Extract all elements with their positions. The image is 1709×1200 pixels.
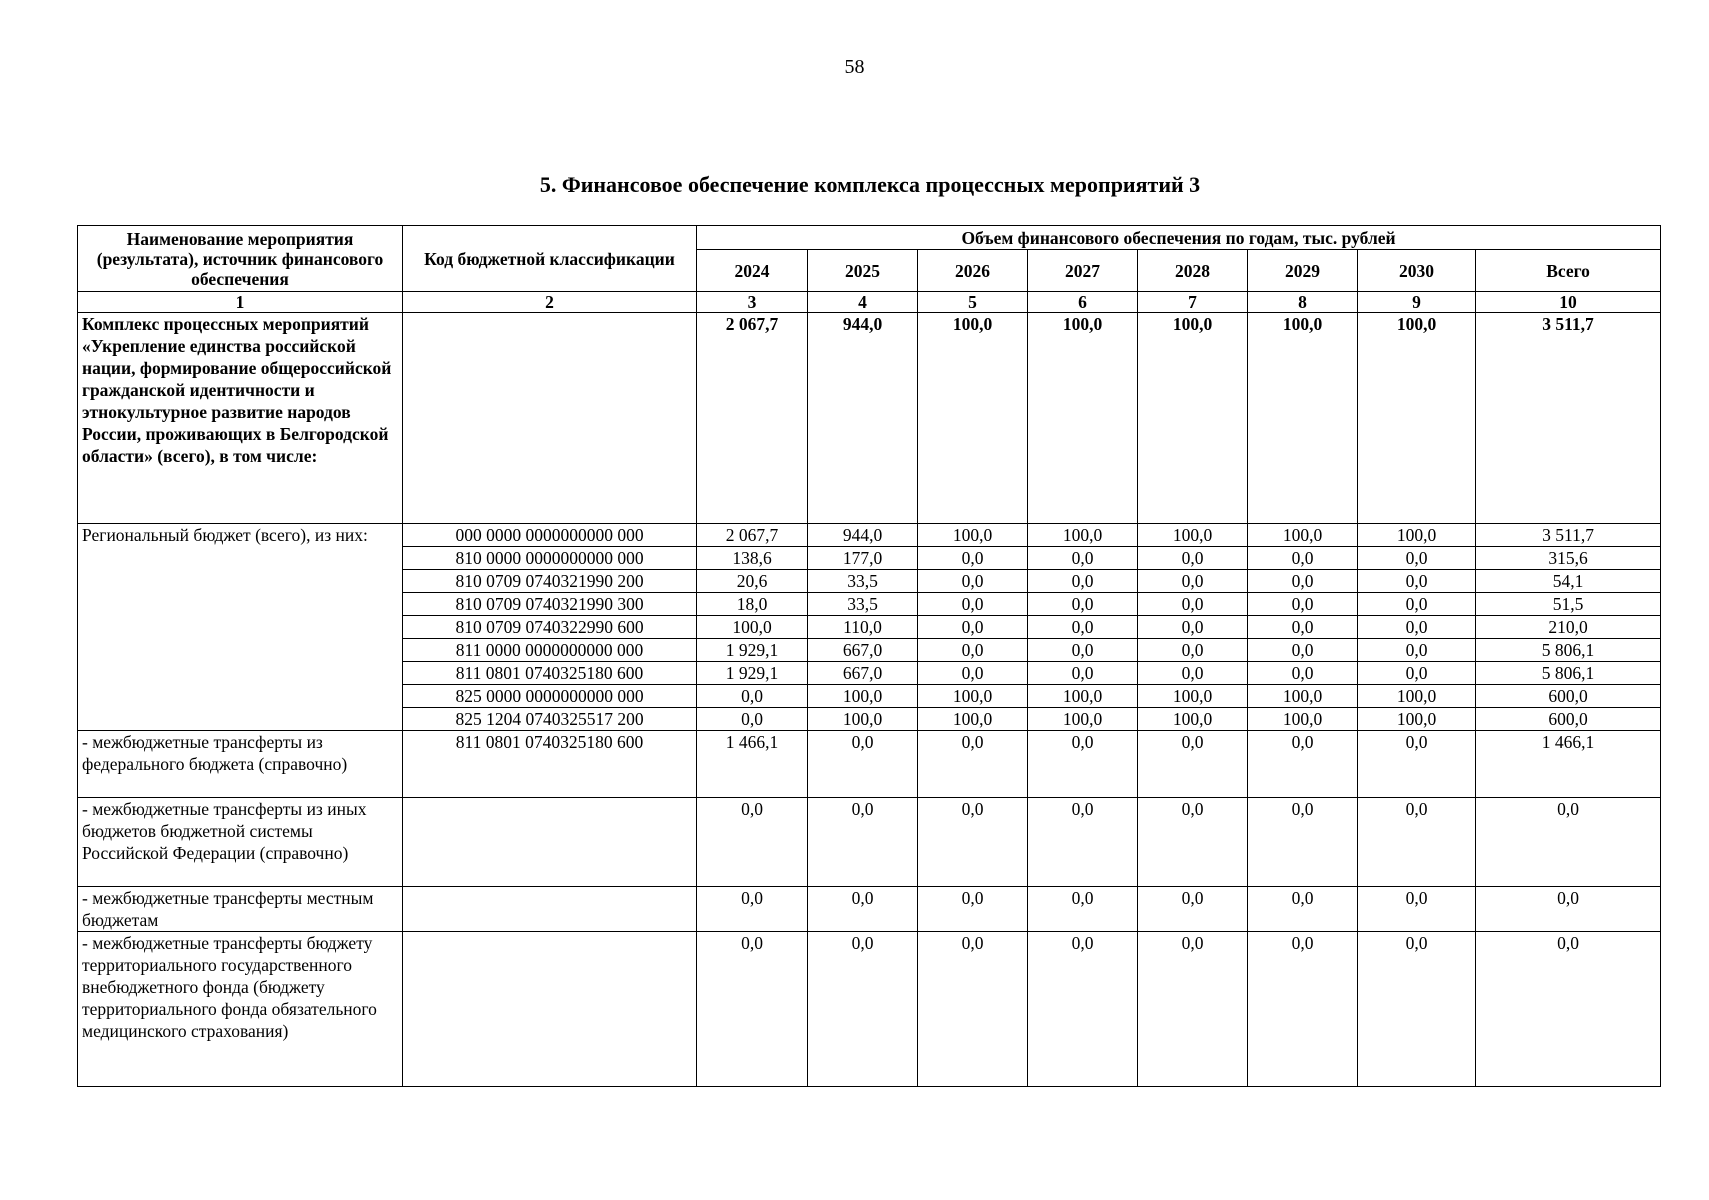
budget-code: 825 1204 0740325517 200 (403, 708, 697, 731)
value-cell: 100,0 (1138, 708, 1248, 731)
value-cell: 177,0 (808, 547, 918, 570)
value-cell: 100,0 (1358, 524, 1476, 547)
value-cell: 3 511,7 (1476, 313, 1661, 524)
column-number: 4 (808, 292, 918, 313)
value-cell: 138,6 (697, 547, 808, 570)
value-cell: 100,0 (808, 685, 918, 708)
value-cell: 100,0 (1248, 708, 1358, 731)
value-cell: 0,0 (918, 798, 1028, 887)
value-cell: 0,0 (918, 547, 1028, 570)
value-cell: 944,0 (808, 313, 918, 524)
column-number: 10 (1476, 292, 1661, 313)
budget-code: 810 0709 0740321990 200 (403, 570, 697, 593)
value-cell: 100,0 (1138, 685, 1248, 708)
budget-code: 811 0000 0000000000 000 (403, 639, 697, 662)
header-year: 2025 (808, 250, 918, 292)
other-budgets-transfers-name: - межбюджетные трансферты из иных бюджетов бюджетной системы Российской Федерации (справочно) (78, 798, 403, 887)
value-cell: 0,0 (1028, 731, 1138, 798)
value-cell: 33,5 (808, 593, 918, 616)
value-cell: 100,0 (1138, 313, 1248, 524)
header-year: 2026 (918, 250, 1028, 292)
budget-code: 825 0000 0000000000 000 (403, 685, 697, 708)
value-cell: 100,0 (918, 685, 1028, 708)
value-cell: 0,0 (1476, 798, 1661, 887)
value-cell: 0,0 (1028, 887, 1138, 932)
header-name-column: Наименование мероприятия (результата), источник финансового обеспечения (78, 226, 403, 292)
value-cell: 0,0 (918, 887, 1028, 932)
value-cell: 0,0 (1028, 932, 1138, 1087)
value-cell: 0,0 (1028, 639, 1138, 662)
value-cell: 667,0 (808, 662, 918, 685)
value-cell: 210,0 (1476, 616, 1661, 639)
column-number: 2 (403, 292, 697, 313)
value-cell: 100,0 (918, 524, 1028, 547)
value-cell: 0,0 (1358, 662, 1476, 685)
local-transfers-row (78, 887, 1661, 932)
other-budgets-transfers-row (78, 798, 1661, 887)
value-cell: 0,0 (1028, 662, 1138, 685)
value-cell: 0,0 (808, 932, 918, 1087)
header-code-column: Код бюджетной классификации (403, 226, 697, 292)
value-cell: 0,0 (1248, 731, 1358, 798)
value-cell: 5 806,1 (1476, 662, 1661, 685)
value-cell: 100,0 (918, 708, 1028, 731)
value-cell: 1 929,1 (697, 639, 808, 662)
value-cell: 100,0 (918, 313, 1028, 524)
value-cell: 100,0 (1248, 313, 1358, 524)
value-cell: 110,0 (808, 616, 918, 639)
value-cell: 0,0 (1138, 593, 1248, 616)
value-cell: 0,0 (1248, 887, 1358, 932)
value-cell: 0,0 (1138, 570, 1248, 593)
column-number-row (78, 292, 1661, 313)
value-cell: 33,5 (808, 570, 918, 593)
value-cell: 0,0 (1028, 616, 1138, 639)
value-cell: 0,0 (1028, 798, 1138, 887)
value-cell: 0,0 (1358, 798, 1476, 887)
budget-code: 810 0709 0740321990 300 (403, 593, 697, 616)
column-number: 5 (918, 292, 1028, 313)
value-cell: 0,0 (808, 887, 918, 932)
value-cell: 100,0 (1028, 524, 1138, 547)
value-cell: 5 806,1 (1476, 639, 1661, 662)
header-year: 2027 (1028, 250, 1138, 292)
value-cell: 0,0 (697, 798, 808, 887)
value-cell: 0,0 (1138, 798, 1248, 887)
fund-transfers-name: - межбюджетные трансферты бюджету территориального государственного внебюджетного фонда (бюджету территориального фонда обязательного медицинского страхования) (78, 932, 403, 1087)
value-cell: 0,0 (1248, 662, 1358, 685)
value-cell: 0,0 (918, 639, 1028, 662)
value-cell: 0,0 (918, 662, 1028, 685)
value-cell: 18,0 (697, 593, 808, 616)
value-cell: 0,0 (1138, 547, 1248, 570)
column-number: 7 (1138, 292, 1248, 313)
value-cell: 0,0 (1138, 932, 1248, 1087)
column-number: 6 (1028, 292, 1138, 313)
value-cell: 0,0 (1138, 887, 1248, 932)
budget-code (403, 798, 697, 887)
financing-table (77, 225, 1661, 1087)
value-cell: 0,0 (808, 798, 918, 887)
value-cell: 100,0 (1248, 524, 1358, 547)
header-volume-group: Объем финансового обеспечения по годам, тыс. рублей (697, 226, 1661, 250)
value-cell: 0,0 (1138, 662, 1248, 685)
value-cell: 0,0 (918, 593, 1028, 616)
value-cell: 0,0 (808, 731, 918, 798)
value-cell: 600,0 (1476, 685, 1661, 708)
federal-transfers-row (78, 731, 1661, 798)
value-cell: 0,0 (918, 570, 1028, 593)
column-number: 8 (1248, 292, 1358, 313)
value-cell: 100,0 (1028, 313, 1138, 524)
value-cell: 3 511,7 (1476, 524, 1661, 547)
value-cell: 0,0 (1358, 593, 1476, 616)
federal-transfers-name: - межбюджетные трансферты из федерального бюджета (справочно) (78, 731, 403, 798)
column-number: 9 (1358, 292, 1476, 313)
header-year: 2024 (697, 250, 808, 292)
value-cell: 600,0 (1476, 708, 1661, 731)
value-cell: 1 466,1 (697, 731, 808, 798)
value-cell: 0,0 (1476, 932, 1661, 1087)
value-cell: 0,0 (1248, 593, 1358, 616)
value-cell: 1 466,1 (1476, 731, 1661, 798)
header-total: Всего (1476, 250, 1661, 292)
value-cell: 0,0 (697, 932, 808, 1087)
value-cell: 51,5 (1476, 593, 1661, 616)
value-cell: 0,0 (918, 932, 1028, 1087)
value-cell: 667,0 (808, 639, 918, 662)
budget-code (403, 932, 697, 1087)
value-cell: 0,0 (1248, 932, 1358, 1087)
value-cell: 0,0 (1138, 731, 1248, 798)
value-cell: 0,0 (1138, 616, 1248, 639)
value-cell: 0,0 (1358, 887, 1476, 932)
budget-code: 810 0000 0000000000 000 (403, 547, 697, 570)
budget-code: 811 0801 0740325180 600 (403, 731, 697, 798)
value-cell: 0,0 (1248, 798, 1358, 887)
document-title: 5. Финансовое обеспечение комплекса процессных мероприятий 3 (539, 172, 1201, 197)
value-cell: 0,0 (918, 616, 1028, 639)
complex-code (403, 313, 697, 524)
value-cell: 0,0 (918, 731, 1028, 798)
value-cell: 100,0 (1028, 708, 1138, 731)
value-cell: 0,0 (1138, 639, 1248, 662)
header-year: 2030 (1358, 250, 1476, 292)
complex-name: Комплекс процессных мероприятий «Укрепление единства российской нации, формирование общероссийской гражданской идентичности и этнокультурное развитие народов России, проживающих в Белгородской области» (всего), в том числе: (78, 313, 403, 524)
value-cell: 54,1 (1476, 570, 1661, 593)
value-cell: 1 929,1 (697, 662, 808, 685)
value-cell: 0,0 (1358, 570, 1476, 593)
value-cell: 0,0 (1028, 570, 1138, 593)
budget-code: 000 0000 0000000000 000 (403, 524, 697, 547)
value-cell: 100,0 (1358, 313, 1476, 524)
value-cell: 315,6 (1476, 547, 1661, 570)
column-number: 1 (78, 292, 403, 313)
value-cell: 0,0 (1358, 547, 1476, 570)
budget-code: 810 0709 0740322990 600 (403, 616, 697, 639)
value-cell: 100,0 (1028, 685, 1138, 708)
page-number: 58 (844, 56, 865, 78)
value-cell: 0,0 (697, 887, 808, 932)
value-cell: 100,0 (1358, 708, 1476, 731)
value-cell: 0,0 (1358, 639, 1476, 662)
value-cell: 100,0 (808, 708, 918, 731)
value-cell: 0,0 (697, 708, 808, 731)
value-cell: 0,0 (1028, 593, 1138, 616)
value-cell: 0,0 (697, 685, 808, 708)
value-cell: 0,0 (1358, 932, 1476, 1087)
local-transfers-name: - межбюджетные трансферты местным бюджетам (78, 887, 403, 932)
budget-code (403, 887, 697, 932)
value-cell: 100,0 (1358, 685, 1476, 708)
value-cell: 0,0 (1358, 616, 1476, 639)
value-cell: 0,0 (1248, 639, 1358, 662)
value-cell: 100,0 (1248, 685, 1358, 708)
column-number: 3 (697, 292, 808, 313)
value-cell: 100,0 (697, 616, 808, 639)
regional-row (78, 524, 1661, 547)
header-year: 2028 (1138, 250, 1248, 292)
value-cell: 0,0 (1248, 547, 1358, 570)
budget-code: 811 0801 0740325180 600 (403, 662, 697, 685)
value-cell: 0,0 (1358, 731, 1476, 798)
fund-transfers-row (78, 932, 1661, 1087)
value-cell: 944,0 (808, 524, 918, 547)
value-cell: 20,6 (697, 570, 808, 593)
value-cell: 100,0 (1138, 524, 1248, 547)
value-cell: 2 067,7 (697, 313, 808, 524)
complex-total-row (78, 313, 1661, 524)
value-cell: 0,0 (1248, 570, 1358, 593)
value-cell: 2 067,7 (697, 524, 808, 547)
value-cell: 0,0 (1248, 616, 1358, 639)
regional-budget-name: Региональный бюджет (всего), из них: (78, 524, 403, 731)
header-year: 2029 (1248, 250, 1358, 292)
value-cell: 0,0 (1476, 887, 1661, 932)
value-cell: 0,0 (1028, 547, 1138, 570)
